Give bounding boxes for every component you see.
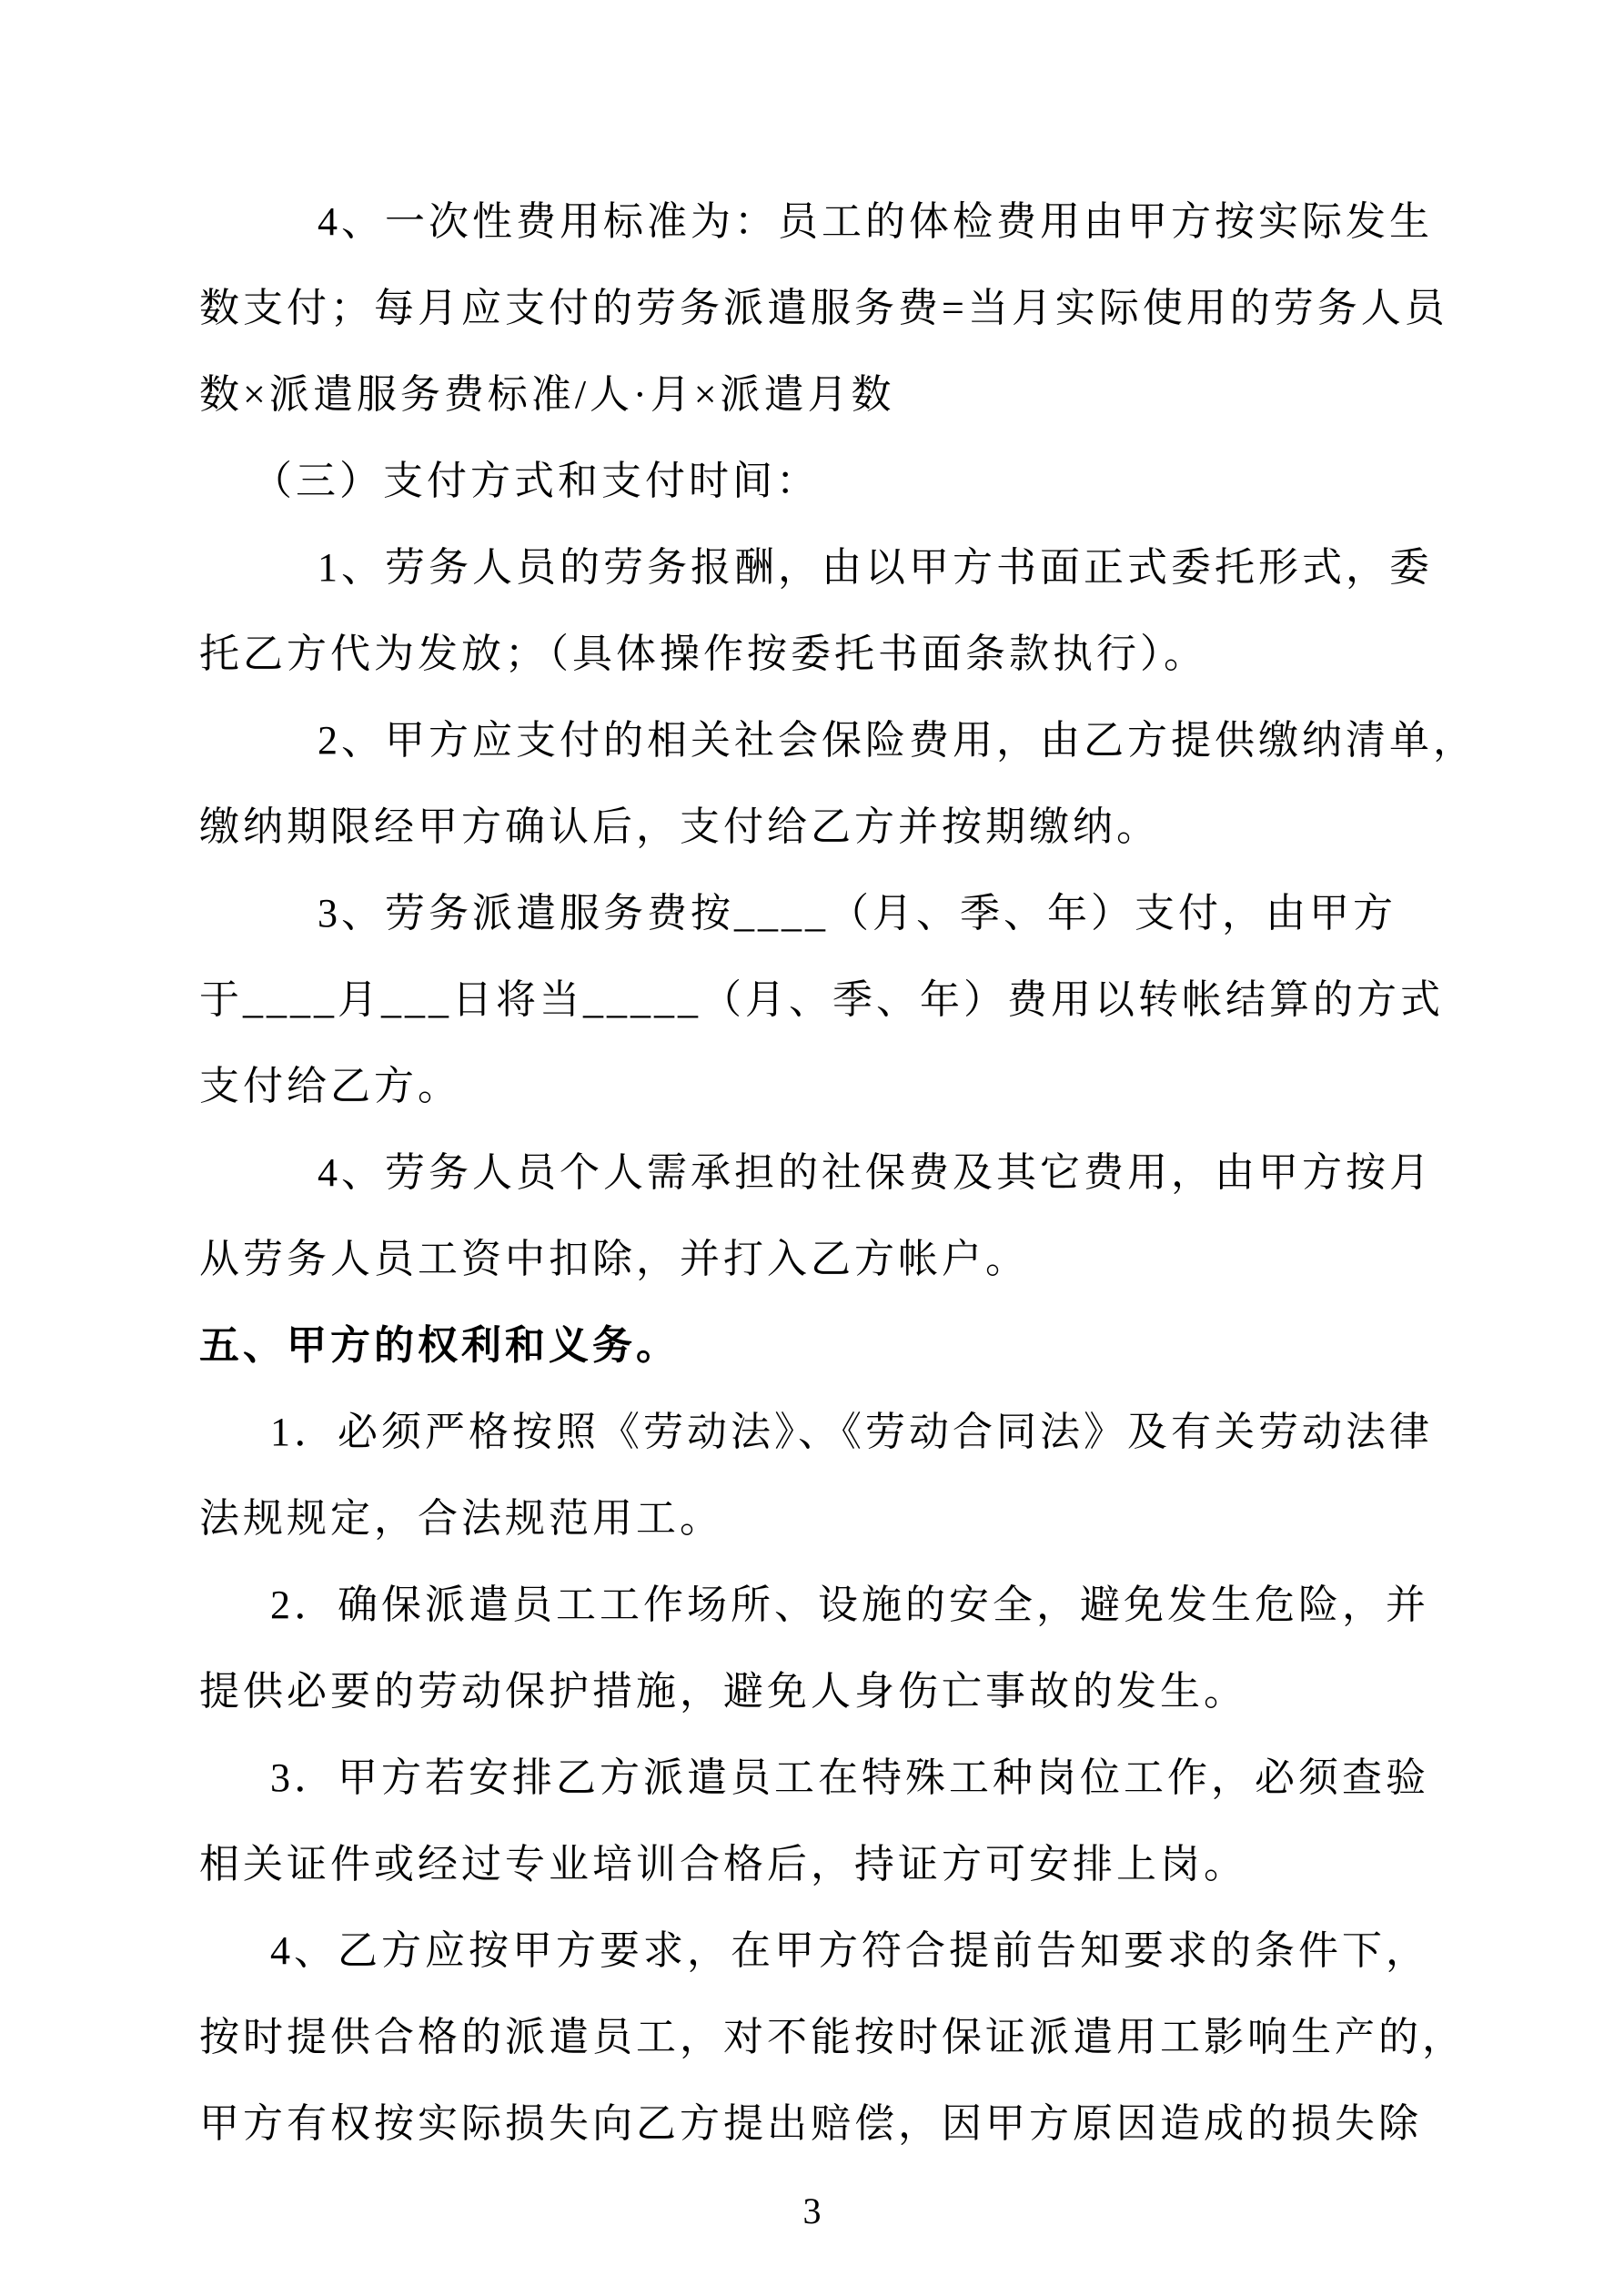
chapter-heading: 五、甲方的权利和义务。: [199, 1323, 680, 1368]
document-body: [199, 178, 1477, 2167]
section-heading: （三）支付方式和支付时间：: [252, 459, 820, 503]
document-line: 2．确保派遣员工工作场所、设施的安全，避免发生危险，并: [270, 1583, 1429, 1627]
document-line: 2、甲方应支付的相关社会保险费用，由乙方提供缴纳清单，: [318, 718, 1477, 763]
document-line: 1．必须严格按照《劳动法》、《劳动合同法》及有关劳动法律: [270, 1410, 1433, 1454]
document-line: 相关证件或经过专业培训合格后，持证方可安排上岗。: [199, 1842, 1247, 1886]
document-line: 4、劳务人员个人需承担的社保费及其它费用，由甲方按月: [318, 1150, 1433, 1195]
document-line: 法规规定，合法规范用工。: [199, 1496, 723, 1541]
document-line: 支付给乙方。: [199, 1064, 461, 1108]
document-line: 托乙方代为发放；（具体操作按委托书面条款执行）。: [199, 632, 1207, 676]
document-line: 缴纳期限经甲方确认后，支付给乙方并按期缴纳。: [199, 804, 1160, 849]
document-line: 1、劳务人员的劳务报酬，由以甲方书面正式委托形式，委: [318, 545, 1433, 590]
document-line: 4、乙方应按甲方要求，在甲方符合提前告知要求的条件下，: [270, 1928, 1429, 1973]
document-line: 从劳务人员工资中扣除，并打入乙方帐户。: [199, 1237, 1029, 1281]
document-line: 数支付；每月应支付的劳务派遣服务费=当月实际使用的劳务人员: [199, 286, 1448, 330]
document-line: 按时提供合格的派遣员工，对不能按时保证派遣用工影响生产的，: [199, 2015, 1466, 2059]
document-line: 于____月___日将当_____（月、季、年）费用以转帐结算的方式: [199, 977, 1444, 1022]
document-line: 甲方有权按实际损失向乙方提出赔偿，因甲方原因造成的损失除: [199, 2101, 1422, 2146]
document-line: 3、劳务派遣服务费按____（月、季、年）支付，由甲方: [318, 891, 1397, 936]
document-line: 4、一次性费用标准为：员工的体检费用由甲方按实际发生: [318, 199, 1433, 244]
document-line: 3．甲方若安排乙方派遣员工在特殊工种岗位工作，必须查验: [270, 1755, 1429, 1800]
document-line: 提供必要的劳动保护措施，避免人身伤亡事故的发生。: [199, 1669, 1247, 1714]
page-number: 3: [802, 2190, 822, 2231]
document-line: 数×派遣服务费标准/人·月×派遣月数: [199, 372, 895, 417]
